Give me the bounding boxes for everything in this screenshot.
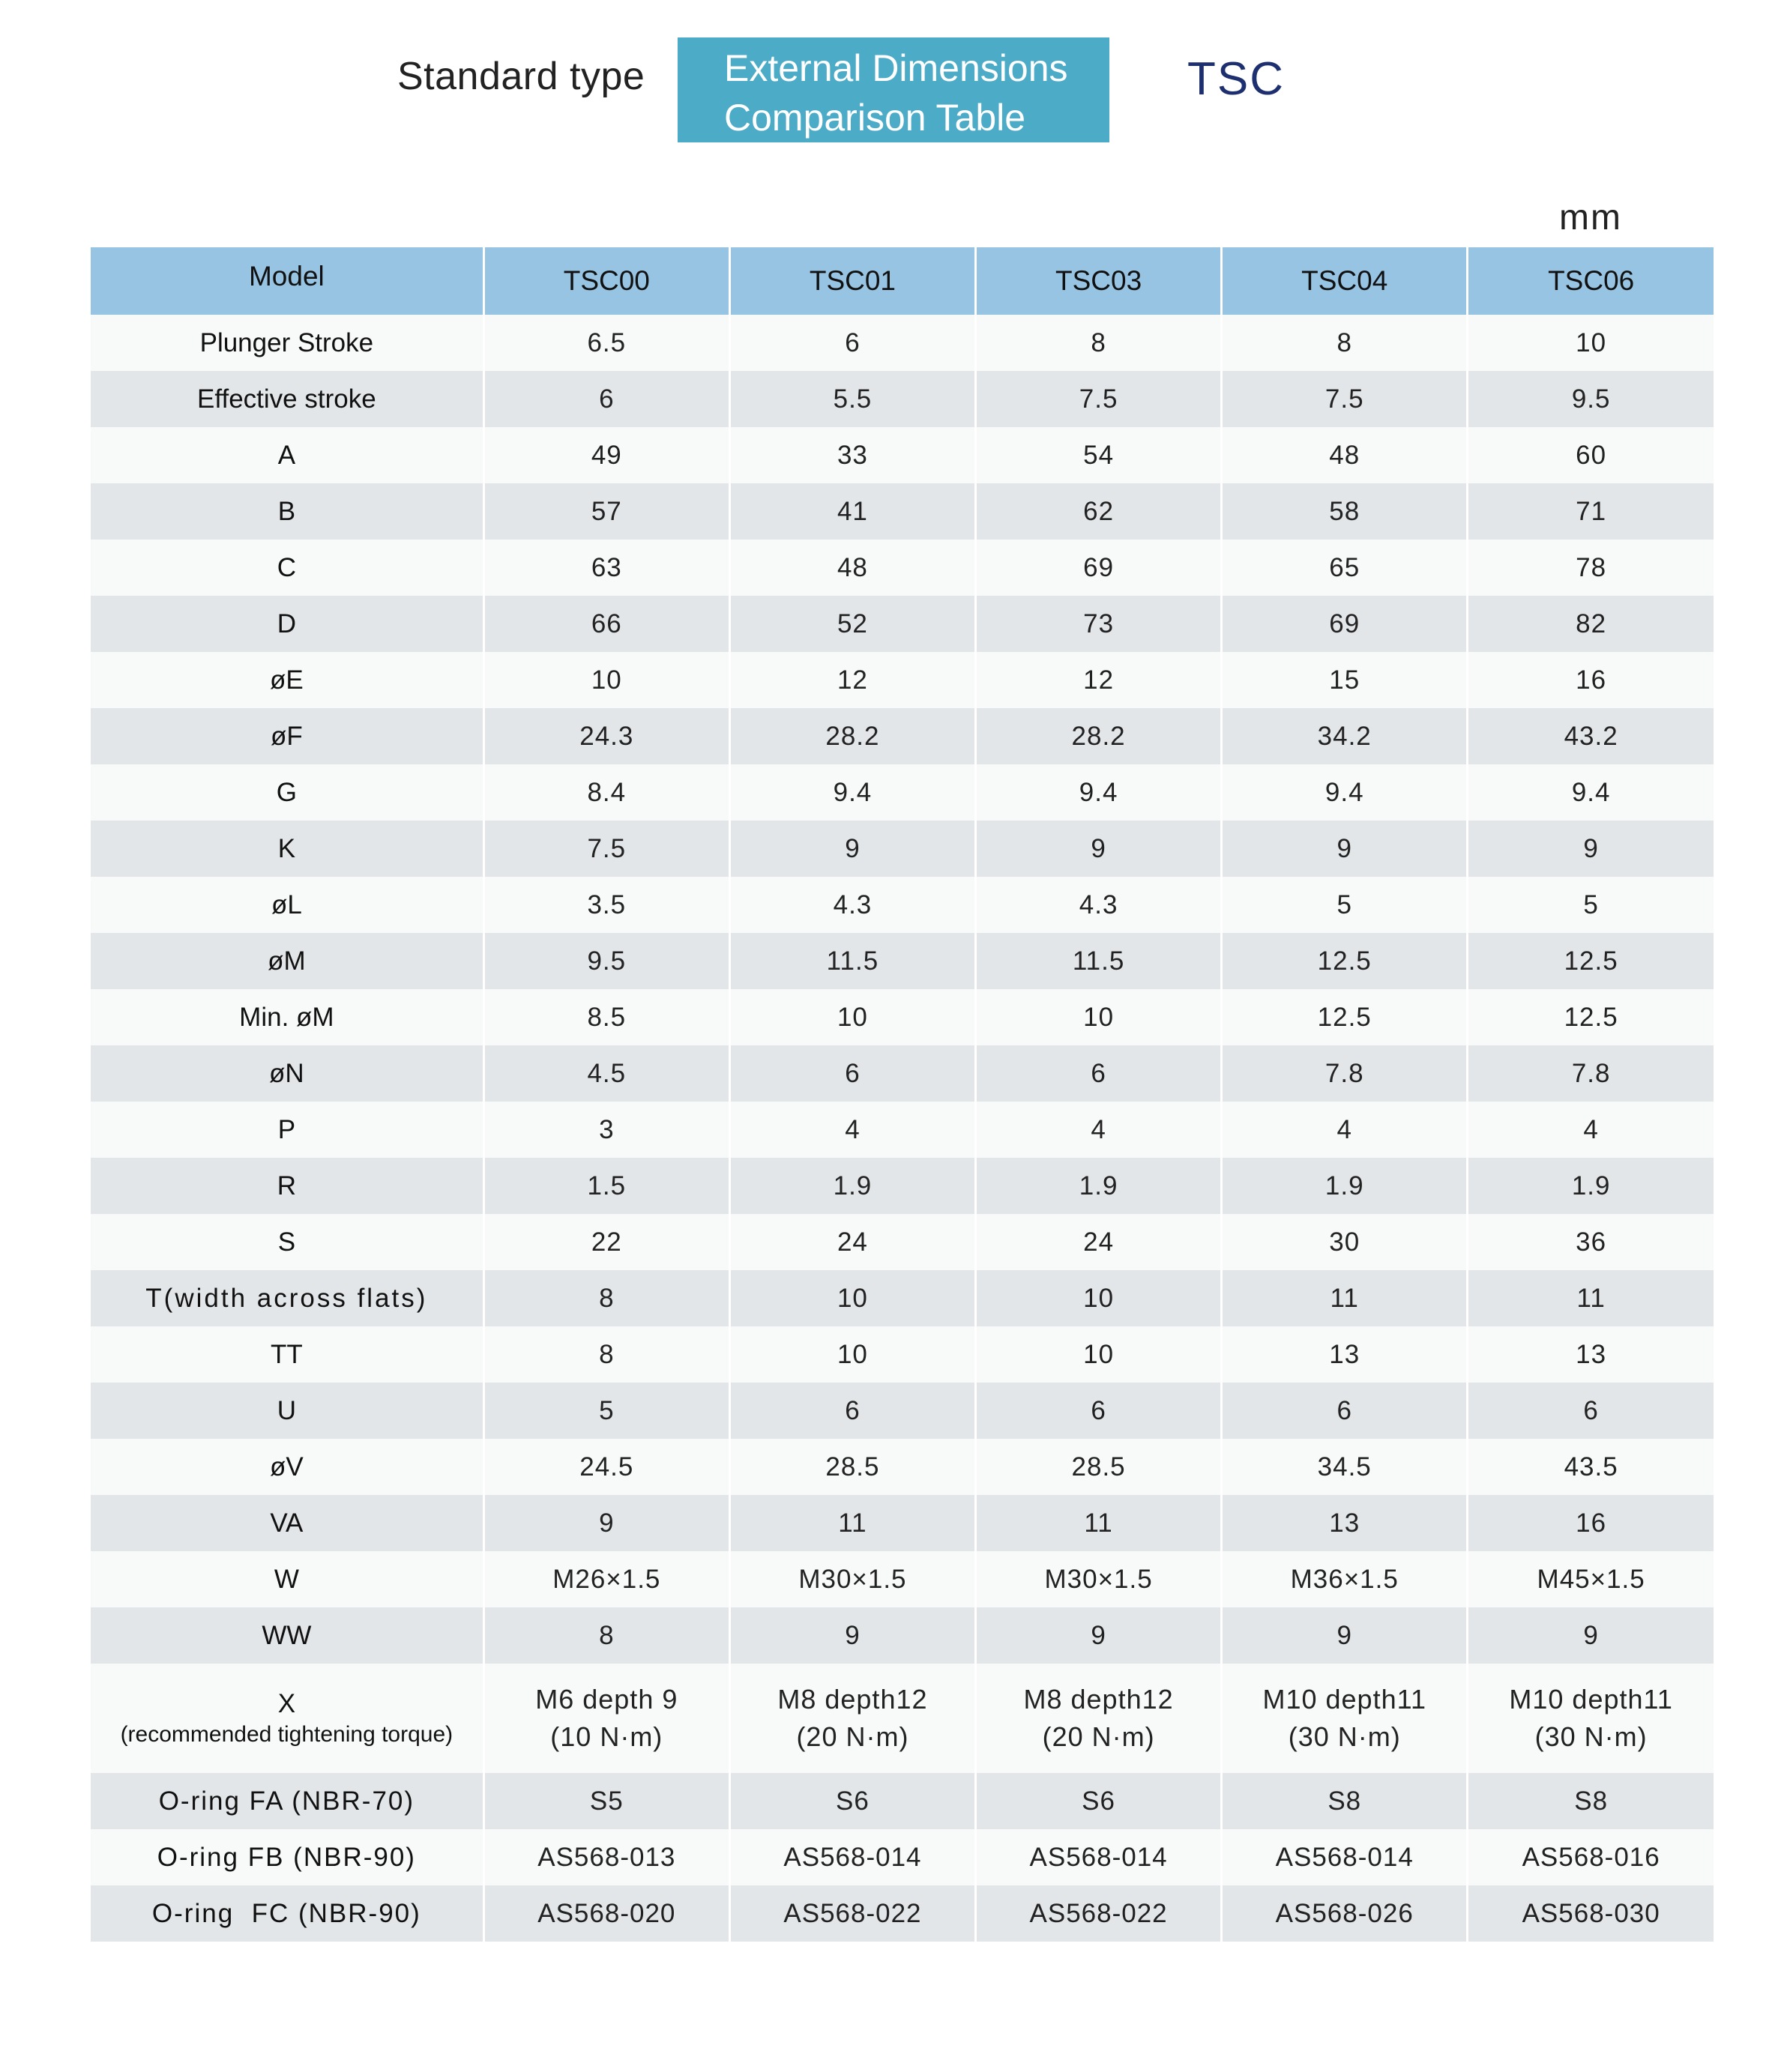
table-cell: 54 xyxy=(976,427,1222,483)
table-cell: AS568-026 xyxy=(1222,1885,1468,1942)
table-cell: 69 xyxy=(976,540,1222,596)
table-cell: 9.4 xyxy=(1222,764,1468,821)
table-cell: 73 xyxy=(976,596,1222,652)
row-label: øE xyxy=(91,652,483,708)
dimensions-table xyxy=(91,247,1714,1942)
table-cell: 7.5 xyxy=(483,821,729,877)
table-cell: 10 xyxy=(1576,327,1607,357)
table-cell: 8 xyxy=(483,1607,729,1664)
table-cell: 71 xyxy=(1576,496,1607,526)
row-label: D xyxy=(91,596,483,652)
cell-line-1: M8 depth12 xyxy=(777,1684,928,1715)
table-cell: 33 xyxy=(729,427,975,483)
table-cell: 7.5 xyxy=(1222,371,1468,427)
table-cell: 8 xyxy=(483,1270,729,1326)
table-cell: 13 xyxy=(1576,1339,1607,1369)
table-cell: 65 xyxy=(1222,540,1468,596)
table-cell: 8 xyxy=(1222,315,1468,371)
cell-line-2: (20 N·m) xyxy=(1042,1721,1155,1752)
row-label: O-ring FC (NBR-90) xyxy=(91,1885,483,1942)
table-cell xyxy=(1468,1664,1714,1773)
cell-line-2: (30 N·m) xyxy=(1288,1721,1401,1752)
table-cell: 9.5 xyxy=(1571,384,1611,414)
table-cell: 12 xyxy=(729,652,975,708)
table-cell: 43.2 xyxy=(1564,721,1618,751)
table-cell: 9 xyxy=(729,821,975,877)
table-cell: 52 xyxy=(729,596,975,652)
table-cell: 8.5 xyxy=(483,989,729,1045)
table-cell: 6 xyxy=(976,1383,1222,1439)
table-cell: 4 xyxy=(1222,1102,1468,1158)
table-cell: 8 xyxy=(483,1326,729,1383)
row-label: WW xyxy=(91,1607,483,1664)
table-cell: 10 xyxy=(483,652,729,708)
table-cell: 22 xyxy=(483,1214,729,1270)
table-row xyxy=(91,764,1714,821)
row-label-sub: (recommended tightening torque) xyxy=(120,1722,453,1747)
table-cell: 9.5 xyxy=(483,933,729,989)
table-cell: 9 xyxy=(483,1495,729,1551)
table-cell: 82 xyxy=(1576,608,1607,638)
table-cell: 10 xyxy=(729,1326,975,1383)
row-label: R xyxy=(91,1158,483,1214)
row-label: P xyxy=(91,1102,483,1158)
table-cell: 12 xyxy=(976,652,1222,708)
model-header: TSC04 xyxy=(1222,247,1468,315)
table-row xyxy=(91,1214,1714,1270)
row-label: Min. øM xyxy=(91,989,483,1045)
table-row xyxy=(91,1495,1714,1551)
row-label: K xyxy=(91,821,483,877)
model-header: TSC01 xyxy=(729,247,975,315)
row-label: U xyxy=(91,1383,483,1439)
cell-line-2: (30 N·m) xyxy=(1534,1721,1648,1752)
table-cell: 4 xyxy=(1583,1114,1599,1144)
table-cell: 4 xyxy=(976,1102,1222,1158)
table-row xyxy=(91,652,1714,708)
table-cell: 5 xyxy=(1222,877,1468,933)
row-label: øN xyxy=(91,1045,483,1102)
row-label: W xyxy=(91,1551,483,1607)
table-cell: 12.5 xyxy=(1564,946,1618,976)
table-row xyxy=(91,1270,1714,1326)
table-cell: 15 xyxy=(1222,652,1468,708)
table-cell xyxy=(1222,1664,1468,1773)
table-cell: 3 xyxy=(483,1102,729,1158)
table-cell: 12.5 xyxy=(1222,989,1468,1045)
table-cell: 6 xyxy=(729,315,975,371)
table-row xyxy=(91,315,1714,371)
model-header: TSC00 xyxy=(483,247,729,315)
table-cell: 9.4 xyxy=(976,764,1222,821)
table-cell: M26×1.5 xyxy=(483,1551,729,1607)
table-cell: 16 xyxy=(1576,665,1607,695)
table-cell: 1.9 xyxy=(976,1158,1222,1214)
title-banner xyxy=(678,37,1109,142)
series-name: TSC xyxy=(1187,53,1285,105)
row-label: O-ring FB (NBR-90) xyxy=(91,1829,483,1885)
title-line-1: External Dimensions xyxy=(724,47,1068,89)
table-cell: M30×1.5 xyxy=(729,1551,975,1607)
table-cell: 5.5 xyxy=(729,371,975,427)
table-cell: S8 xyxy=(1222,1773,1468,1829)
table-cell: AS568-014 xyxy=(1222,1829,1468,1885)
table-cell: AS568-022 xyxy=(976,1885,1222,1942)
table-cell: AS568-030 xyxy=(1522,1898,1660,1928)
page-header xyxy=(0,0,1769,150)
table-cell: 41 xyxy=(729,483,975,540)
table-cell: 36 xyxy=(1576,1227,1607,1257)
title-line-2: Comparison Table xyxy=(724,97,1026,139)
table-cell xyxy=(483,1664,729,1773)
row-label: S xyxy=(91,1214,483,1270)
table-cell: 7.8 xyxy=(1571,1058,1611,1088)
table-cell: 5 xyxy=(483,1383,729,1439)
table-cell: AS568-022 xyxy=(729,1885,975,1942)
table-cell: 9 xyxy=(1583,1620,1599,1650)
table-cell: 7.5 xyxy=(976,371,1222,427)
table-row xyxy=(91,877,1714,933)
table-row xyxy=(91,1885,1714,1942)
table-cell: 9 xyxy=(976,821,1222,877)
table-cell: AS568-014 xyxy=(976,1829,1222,1885)
table-cell: 11 xyxy=(729,1495,975,1551)
table-cell: M36×1.5 xyxy=(1222,1551,1468,1607)
table-cell xyxy=(976,1664,1222,1773)
table-cell: M30×1.5 xyxy=(976,1551,1222,1607)
table-cell: 6.5 xyxy=(483,315,729,371)
table-row xyxy=(91,1102,1714,1158)
table-row xyxy=(91,596,1714,652)
table-row xyxy=(91,708,1714,764)
table-cell: 24 xyxy=(976,1214,1222,1270)
row-label: O-ring FA (NBR-70) xyxy=(91,1773,483,1829)
table-cell: 4.3 xyxy=(729,877,975,933)
table-cell: 9.4 xyxy=(729,764,975,821)
table-cell: 24.5 xyxy=(483,1439,729,1495)
table-cell: AS568-016 xyxy=(1522,1842,1660,1872)
row-label: øL xyxy=(91,877,483,933)
table-cell: 12.5 xyxy=(1564,1002,1618,1032)
table-cell: 11 xyxy=(1222,1270,1468,1326)
cell-line-1: M6 depth 9 xyxy=(535,1684,678,1715)
table-row xyxy=(91,483,1714,540)
table-cell: 9 xyxy=(729,1607,975,1664)
table-cell: 34.2 xyxy=(1222,708,1468,764)
table-cell: 9 xyxy=(1583,833,1599,863)
table-row xyxy=(91,1045,1714,1102)
table-cell: 28.2 xyxy=(729,708,975,764)
table-cell: 6 xyxy=(483,371,729,427)
table-row xyxy=(91,821,1714,877)
table-cell: S6 xyxy=(729,1773,975,1829)
row-label: C xyxy=(91,540,483,596)
table-cell: 12.5 xyxy=(1222,933,1468,989)
table-cell: 63 xyxy=(483,540,729,596)
table-cell: 10 xyxy=(976,1270,1222,1326)
table-cell: 7.8 xyxy=(1222,1045,1468,1102)
row-label-main: X xyxy=(277,1689,296,1718)
table-row xyxy=(91,1383,1714,1439)
cell-line-1: M10 depth11 xyxy=(1509,1684,1673,1715)
table-cell: 8 xyxy=(976,315,1222,371)
table-cell: 13 xyxy=(1222,1495,1468,1551)
table-cell: S8 xyxy=(1574,1786,1609,1816)
table-cell: M45×1.5 xyxy=(1537,1564,1645,1594)
cell-line-1: M10 depth11 xyxy=(1262,1684,1426,1715)
table-cell: 30 xyxy=(1222,1214,1468,1270)
table-cell: 1.9 xyxy=(1222,1158,1468,1214)
table-cell: 5 xyxy=(1583,889,1599,919)
table-cell: 58 xyxy=(1222,483,1468,540)
table-cell: AS568-014 xyxy=(729,1829,975,1885)
table-cell: 6 xyxy=(1222,1383,1468,1439)
table-cell: 69 xyxy=(1222,596,1468,652)
cell-line-1: M8 depth12 xyxy=(1023,1684,1174,1715)
table-row xyxy=(91,1664,1714,1773)
row-label: øM xyxy=(91,933,483,989)
table-row xyxy=(91,1326,1714,1383)
table-cell: 24 xyxy=(729,1214,975,1270)
table-cell: 10 xyxy=(976,1326,1222,1383)
table-cell: 78 xyxy=(1576,552,1607,582)
table-cell: 6 xyxy=(729,1383,975,1439)
table-cell: 66 xyxy=(483,596,729,652)
table-cell: 6 xyxy=(1583,1395,1599,1425)
table-cell: 48 xyxy=(729,540,975,596)
table-cell: 11.5 xyxy=(729,933,975,989)
table-cell: 10 xyxy=(729,989,975,1045)
row-label: øV xyxy=(91,1439,483,1495)
table-cell: 28.2 xyxy=(976,708,1222,764)
table-cell: 9.4 xyxy=(1571,777,1611,807)
table-cell xyxy=(729,1664,975,1773)
table-header-row xyxy=(91,247,1714,315)
table-cell: 6 xyxy=(976,1045,1222,1102)
table-row xyxy=(91,1551,1714,1607)
row-label: A xyxy=(91,427,483,483)
row-label: Effective stroke xyxy=(91,371,483,427)
table-cell: S6 xyxy=(976,1773,1222,1829)
model-header: TSC03 xyxy=(976,247,1222,315)
table-cell: 10 xyxy=(729,1270,975,1326)
table-cell: 16 xyxy=(1576,1508,1607,1538)
table-cell: 62 xyxy=(976,483,1222,540)
table-row xyxy=(91,1158,1714,1214)
table-cell: 60 xyxy=(1576,440,1607,470)
model-header: TSC06 xyxy=(1548,265,1635,296)
table-cell: 28.5 xyxy=(976,1439,1222,1495)
row-label: B xyxy=(91,483,483,540)
table-row xyxy=(91,989,1714,1045)
table-row xyxy=(91,1773,1714,1829)
table-cell: 24.3 xyxy=(483,708,729,764)
row-label: VA xyxy=(91,1495,483,1551)
table-cell: 11 xyxy=(1576,1283,1606,1313)
table-cell: 4.3 xyxy=(976,877,1222,933)
table-row xyxy=(91,933,1714,989)
table-row xyxy=(91,1439,1714,1495)
standard-type-label: Standard type xyxy=(397,55,645,98)
table-cell: AS568-020 xyxy=(483,1885,729,1942)
row-label: Plunger Stroke xyxy=(91,315,483,371)
table-cell: 6 xyxy=(729,1045,975,1102)
row-label: G xyxy=(91,764,483,821)
table-row xyxy=(91,1829,1714,1885)
table-cell: 11.5 xyxy=(976,933,1222,989)
table-cell: 10 xyxy=(976,989,1222,1045)
unit-label: mm xyxy=(1559,198,1622,238)
table-cell: 1.9 xyxy=(1571,1171,1611,1200)
table-cell: 4.5 xyxy=(483,1045,729,1102)
table-cell: 28.5 xyxy=(729,1439,975,1495)
table-cell: 48 xyxy=(1222,427,1468,483)
table-cell: S5 xyxy=(483,1773,729,1829)
table-cell: 9 xyxy=(1222,821,1468,877)
table-cell: 43.5 xyxy=(1564,1452,1618,1481)
table-cell: 4 xyxy=(729,1102,975,1158)
table-cell: 9 xyxy=(1222,1607,1468,1664)
table-cell: 57 xyxy=(483,483,729,540)
row-label: øF xyxy=(91,708,483,764)
table-row xyxy=(91,540,1714,596)
cell-line-2: (10 N·m) xyxy=(550,1721,663,1752)
table-row xyxy=(91,371,1714,427)
table-cell: 34.5 xyxy=(1222,1439,1468,1495)
table-cell: 11 xyxy=(976,1495,1222,1551)
cell-line-2: (20 N·m) xyxy=(796,1721,909,1752)
table-cell: 13 xyxy=(1222,1326,1468,1383)
model-column-header: Model xyxy=(91,247,483,315)
row-label xyxy=(91,1664,483,1773)
row-label: TT xyxy=(91,1326,483,1383)
row-label: T(width across flats) xyxy=(91,1270,483,1326)
table-row xyxy=(91,1607,1714,1664)
table-cell: 1.9 xyxy=(729,1158,975,1214)
table-cell: 8.4 xyxy=(483,764,729,821)
table-cell: 1.5 xyxy=(483,1158,729,1214)
table-cell: 3.5 xyxy=(483,877,729,933)
table-cell: 9 xyxy=(976,1607,1222,1664)
table-row xyxy=(91,427,1714,483)
table-cell: 49 xyxy=(483,427,729,483)
table-cell: AS568-013 xyxy=(483,1829,729,1885)
